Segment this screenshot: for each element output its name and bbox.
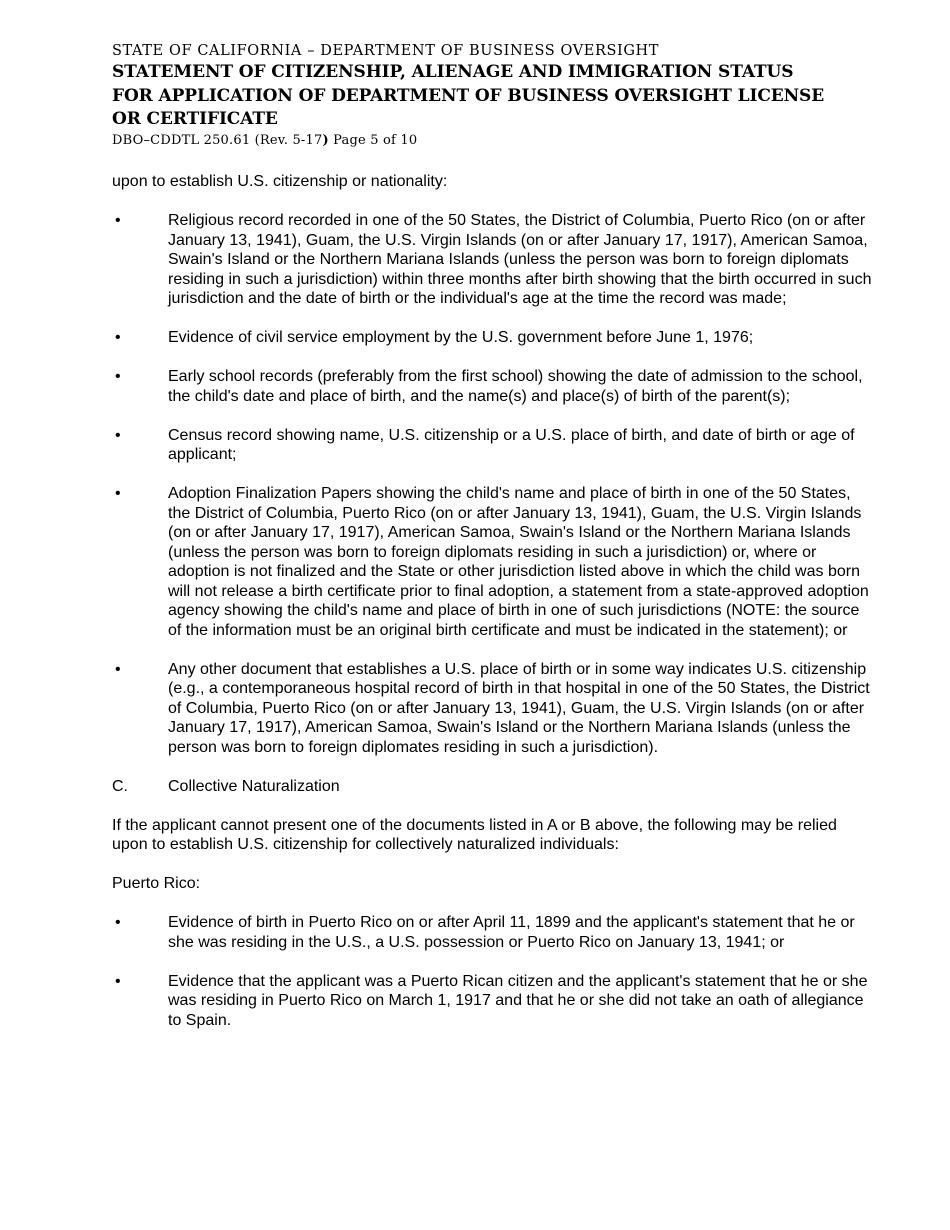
list-item-text: Evidence of civil service employment by the U.S. government before June 1, 1976; [168,329,754,346]
list-item-text: Evidence of birth in Puerto Rico on or after April 11, 1899 and the applicant's statement that he or she was residing in the U.S., a U.S. possession or Puerto Rico on January 13, 1941; or [168,914,855,951]
bullet-icon: • [115,660,121,678]
bullet-icon: • [115,485,121,502]
agency-line: STATE OF CALIFORNIA – DEPARTMENT OF BUSINESS OVERSIGHT [112,43,660,59]
bullet-icon: • [115,329,121,346]
bullet-icon: • [115,426,121,444]
section-c-intro: If the applicant cannot present one of the documents listed in A or B above, the following may be relied upon to establish U.S. citizenship for collectively naturalized individuals: [112,816,837,853]
page-header [112,42,872,150]
list-item [112,328,872,348]
form-number-line [112,132,872,150]
list-item-text: Religious record recorded in one of the 50 States, the District of Columbia, Puerto Rico (on or after January 13, 1941), Guam, the U.S. Virgin Islands (on or after January 17, 1917), American Samoa, Swain's Island or the Northern Mariana Islands (unless the person was born to foreign diplomats residing in such a jurisdiction) within three months after birth showing that the birth occurred in such jurisdiction and the date of birth or the individual's age at the time the record was made; [168,212,872,307]
document-body [112,172,872,1050]
list-item-text: Adoption Finalization Papers showing the child's name and place of birth in one of the 50 States, the District of Columbia, Puerto Rico (on or after January 13, 1941), Guam, the U.S. Virgin Islands (on or after January 17, 1917), American Samoa, Swain's Island or the Northern Mariana Islands (unless the person was born to foreign diplomats residing in such a jurisdiction) or, where or adoption is not finalized and the State or other jurisdiction listed above in which the child was born will not release a birth certificate prior to final adoption, a statement from a state-approved adoption agency showing the child's name and place of birth in one of such jurisdictions (NOTE: the source of the information must be an original birth certificate and must be indicated in the statement); or [168,485,869,639]
form-number-paren: ) [322,132,329,148]
bullet-icon: • [115,212,121,229]
bullet-icon: • [115,914,121,931]
list-item-text: Census record showing name, U.S. citizenship or a U.S. place of birth, and date of birth or age of applicant; [168,426,855,463]
form-title-line-2: FOR APPLICATION OF DEPARTMENT OF BUSINESS OVERSIGHT LICENSE [112,85,825,106]
list-item-text: Early school records (preferably from the first school) showing the date of admission to the school, the child's date and place of birth, and the name(s) and place(s) of birth of the parent(s); [168,368,863,405]
list-item [112,484,872,640]
list-item [112,367,872,406]
intro-continuation: upon to establish U.S. citizenship or nationality: [112,173,448,190]
form-title-line-3: OR CERTIFICATE [112,109,278,129]
puerto-rico-label: Puerto Rico: [112,875,201,892]
list-item-text: Evidence that the applicant was a Puerto Rican citizen and the applicant's statement that he or she was residing in Puerto Rico on March 1, 1917 and that he or she did not take an oath of allegiance to Spain. [168,972,868,1029]
page-number: Page 5 of 10 [333,132,418,148]
bullet-icon: • [115,368,121,385]
section-c-marker: C. [112,777,128,795]
section-c-title: Collective Naturalization [168,777,340,795]
list-item [112,211,872,309]
form-number: DBO–CDDTL 250.61 (Rev. 5-17 [112,132,323,148]
bullet-icon: • [115,972,121,990]
section-c-heading [112,777,872,797]
list-item [112,660,872,758]
form-title-line-1: STATEMENT OF CITIZENSHIP, ALIENAGE AND IMMIGRATION STATUS [112,62,794,82]
list-item [112,972,872,1031]
list-item [112,426,872,465]
list-item-text: Any other document that establishes a U.S. place of birth or in some way indicates U.S. citizenship (e.g., a contemporaneous hospital record of birth in that hospital in one of the 50 States, the District of Columbia, Puerto Rico (on or after January 13, 1941), Guam, the U.S. Virgin Islands (on or after January 17, 1917), American Samoa, Swain's Island or the Northern Mariana Islands (unless the person was born to foreign diplomates residing in such a jurisdiction). [168,660,870,756]
list-item [112,913,872,952]
